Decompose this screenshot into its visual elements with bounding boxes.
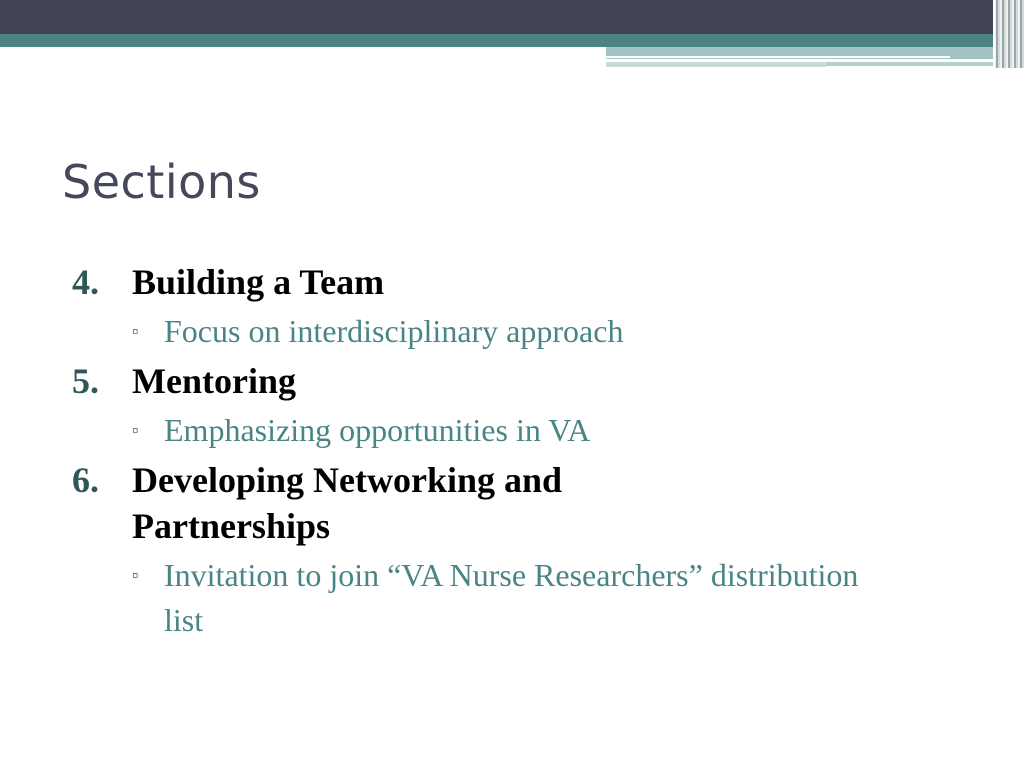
header-corner-stripes bbox=[994, 0, 1024, 68]
header-band-dark bbox=[0, 0, 1024, 34]
sub-item-text: Focus on interdisciplinary approach bbox=[164, 313, 624, 349]
square-bullet-icon: ▫ bbox=[132, 565, 139, 585]
sub-item bbox=[132, 408, 952, 453]
item-label: Mentoring bbox=[132, 361, 296, 401]
list-item bbox=[72, 358, 952, 404]
sub-item bbox=[132, 553, 952, 643]
item-label: Developing Networking and Partnerships bbox=[132, 460, 563, 546]
square-bullet-icon: ▫ bbox=[132, 420, 139, 440]
sub-item bbox=[132, 309, 952, 354]
item-number: 4. bbox=[72, 262, 99, 302]
item-number: 5. bbox=[72, 361, 99, 401]
square-bullet-icon: ▫ bbox=[132, 321, 139, 341]
sub-item-text: Invitation to join “VA Nurse Researchers” distribution list bbox=[164, 557, 859, 638]
header-divider-line bbox=[606, 56, 950, 58]
header-corner-stripes-edge bbox=[993, 0, 995, 68]
sub-item-text: Emphasizing opportunities in VA bbox=[164, 412, 591, 448]
section-list bbox=[72, 259, 952, 647]
list-item bbox=[72, 457, 952, 549]
item-label: Building a Team bbox=[132, 262, 385, 302]
list-item bbox=[72, 259, 952, 305]
header-band-light-lower bbox=[606, 62, 826, 67]
item-number: 6. bbox=[72, 460, 99, 500]
slide-title: Sections bbox=[62, 155, 261, 209]
header-band-teal bbox=[0, 34, 1024, 47]
